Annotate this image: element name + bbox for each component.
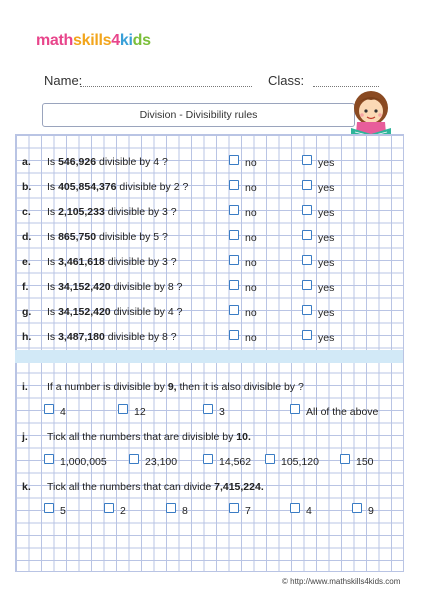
option-i-1: 4 [60, 406, 66, 418]
option-k-3: 8 [182, 505, 188, 517]
logo-text-2: skills [73, 32, 112, 49]
option-yes: yes [318, 207, 335, 219]
question-text: Is 34,152,420 divisible by 8 ? [47, 281, 183, 293]
option-no: no [245, 332, 257, 344]
footer-copyright: © http://www.mathskills4kids.com [282, 577, 401, 586]
option-j-3: 14,562 [219, 456, 252, 468]
checkbox-no[interactable] [229, 230, 239, 240]
question-text: Is 2,105,233 divisible by 3 ? [47, 206, 177, 218]
checkbox-i-option-1[interactable] [44, 404, 54, 414]
logo-text-1: math [36, 32, 74, 49]
checkbox-j-option-2[interactable] [129, 454, 139, 464]
question-text: Is 405,854,376 divisible by 2 ? [47, 181, 189, 193]
question-j-text: Tick all the numbers that are divisible by 10. [47, 431, 251, 443]
checkbox-i-option-4[interactable] [290, 404, 300, 414]
option-j-2: 23,100 [145, 456, 178, 468]
option-yes: yes [318, 182, 335, 194]
checkbox-yes[interactable] [302, 280, 312, 290]
option-k-5: 4 [306, 505, 312, 517]
logo-text-4: ki [119, 32, 133, 49]
checkbox-k-option-1[interactable] [44, 503, 54, 513]
option-k-4: 7 [245, 505, 251, 517]
worksheet-title: Division - Divisibility rules [42, 103, 355, 127]
checkbox-k-option-3[interactable] [166, 503, 176, 513]
checkbox-yes[interactable] [302, 305, 312, 315]
checkbox-yes[interactable] [302, 255, 312, 265]
checkbox-k-option-6[interactable] [352, 503, 362, 513]
checkbox-j-option-3[interactable] [203, 454, 213, 464]
name-label: Name: [44, 73, 83, 88]
question-letter-j: j. [22, 431, 28, 443]
question-text: Is 546,926 divisible by 4 ? [47, 156, 168, 168]
checkbox-no[interactable] [229, 305, 239, 315]
question-k-text: Tick all the numbers that can divide 7,415,224. [47, 481, 264, 493]
option-j-5: 150 [356, 456, 374, 468]
checkbox-j-option-5[interactable] [340, 454, 350, 464]
question-text: Is 34,152,420 divisible by 4 ? [47, 306, 183, 318]
option-i-3: 3 [219, 406, 225, 418]
checkbox-no[interactable] [229, 205, 239, 215]
option-no: no [245, 257, 257, 269]
option-k-1: 5 [60, 505, 66, 517]
question-letter: b. [22, 181, 32, 193]
question-text: Is 865,750 divisible by 5 ? [47, 231, 168, 243]
checkbox-yes[interactable] [302, 230, 312, 240]
checkbox-no[interactable] [229, 280, 239, 290]
checkbox-k-option-4[interactable] [229, 503, 239, 513]
checkbox-k-option-2[interactable] [104, 503, 114, 513]
question-letter: h. [22, 331, 32, 343]
option-no: no [245, 282, 257, 294]
checkbox-yes[interactable] [302, 330, 312, 340]
option-j-4: 105,120 [281, 456, 319, 468]
question-letter-i: i. [22, 381, 28, 393]
option-k-2: 2 [120, 505, 126, 517]
checkbox-j-option-4[interactable] [265, 454, 275, 464]
option-no: no [245, 307, 257, 319]
question-letter: d. [22, 231, 32, 243]
option-yes: yes [318, 282, 335, 294]
class-label: Class: [268, 73, 305, 88]
question-letter: g. [22, 306, 32, 318]
checkbox-yes[interactable] [302, 205, 312, 215]
checkbox-no[interactable] [229, 155, 239, 165]
question-letter: c. [22, 206, 31, 218]
name-field[interactable] [80, 86, 252, 87]
question-text: Is 3,461,618 divisible by 3 ? [47, 256, 177, 268]
option-i-4: All of the above [306, 406, 379, 418]
option-yes: yes [318, 257, 335, 269]
option-no: no [245, 207, 257, 219]
question-letter: e. [22, 256, 31, 268]
checkbox-i-option-3[interactable] [203, 404, 213, 414]
option-yes: yes [318, 332, 335, 344]
option-no: no [245, 232, 257, 244]
question-letter: f. [22, 281, 29, 293]
checkbox-yes[interactable] [302, 155, 312, 165]
option-no: no [245, 182, 257, 194]
section-divider-band [15, 350, 403, 363]
question-i-text: If a number is divisible by 9, then it is also divisible by ? [47, 381, 304, 393]
checkbox-no[interactable] [229, 330, 239, 340]
question-letter: a. [22, 156, 31, 168]
option-i-2: 12 [134, 406, 146, 418]
site-logo [36, 32, 151, 50]
logo-text-3: 4 [111, 32, 120, 49]
option-k-6: 9 [368, 505, 374, 517]
option-no: no [245, 157, 257, 169]
checkbox-j-option-1[interactable] [44, 454, 54, 464]
checkbox-i-option-2[interactable] [118, 404, 128, 414]
option-yes: yes [318, 307, 335, 319]
option-yes: yes [318, 232, 335, 244]
logo-text-5: ds [132, 32, 151, 49]
option-j-1: 1,000,005 [60, 456, 107, 468]
checkbox-no[interactable] [229, 255, 239, 265]
question-text: Is 3,487,180 divisible by 8 ? [47, 331, 177, 343]
checkbox-k-option-5[interactable] [290, 503, 300, 513]
option-yes: yes [318, 157, 335, 169]
checkbox-no[interactable] [229, 180, 239, 190]
question-letter-k: k. [22, 481, 31, 493]
checkbox-yes[interactable] [302, 180, 312, 190]
